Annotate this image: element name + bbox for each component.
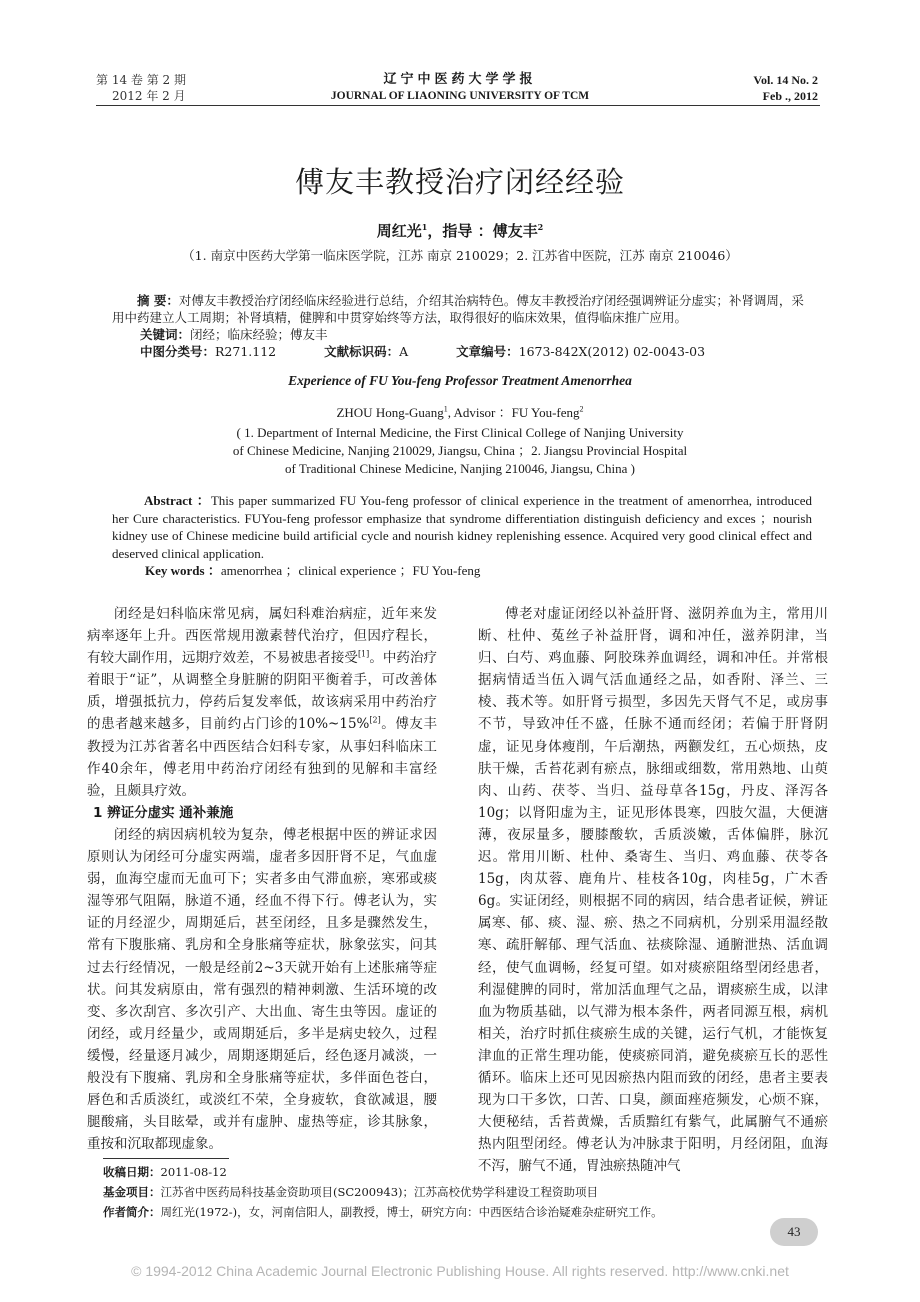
- intro-text-2: 。中药治疗着眼于“证”，从调整全身脏腑的阴阳平衡着手，可改善体质，增强抵抗力，停药后复发率低，故该病采用中药治疗的患者越来越多，目前约占门诊的10%~15%: [87, 650, 438, 733]
- ref-2: [2]: [369, 715, 381, 725]
- intro-text-1: 闭经是妇科临床常见病，属妇科难治病症，近年来发病率逐年上升。西医常规用激素替代治疗，但因疗程长，有较大副作用，远期疗效差，不易被患者接受: [87, 606, 437, 667]
- affiliation-en-line-2: of Chinese Medicine, Nanjing 210029, Jiangsu, China ；2. Jiangsu Provincial Hospital: [232, 443, 688, 458]
- intro-paragraph: [87, 603, 437, 802]
- section-1-continued-paragraph: 傅老对虚证闭经以补益肝肾、滋阴养血为主，常用川断、杜仲、菟丝子补益肝肾，调和冲任，滋养阴津，当归、白芍、鸡血藤、阿胶珠养血调经，调和冲任。并常根据病情适当伍入调气活血通经之品，如香附、泽兰、三棱、莪术等。如肝肾亏损型，多因先天肾气不足，或房事不节，导致冲任不盛，任脉不通而经闭；若偏于肝肾阴虚，证见身体瘦削，午后潮热，两颧发红，五心烦热，皮肤干燥，舌苔花剥有瘀点，脉细或细数，常用熟地、山萸肉、山药、茯苓、当归、益母草各15g，丹皮、泽泻各10g；以肾阳虚为主，证见形体畏寒，四肢欠温，大便溏薄，夜尿量多，腰膝酸软，舌质淡嫩，舌体偏胖，脉沉迟。常用川断、杜仲、桑寄生、当归、鸡血藤、茯苓各15g，肉苁蓉、鹿角片、桂枝各10g，肉桂5g，广木香6g。实证闭经，则根据不同的病因，结合患者证候，辨证属寒、郁、痰、湿、瘀、热之不同病机，分别采用温经散寒、疏肝解郁、理气活血、祛痰除湿、通腑泄热、活血调经，使气血调畅，经复可望。如对痰瘀阻络型闭经患者，利湿健脾的同时，常加活血理气之品，谓痰瘀生成，以津血为物质基础，以气滞为根本条件，两者同源互根，病机相关，治疗时抓住痰瘀生成的关键，运行气机，才能恢复津血的正常生理功能，使痰瘀同消，避免痰瘀互长的恶性循环。临床上还可见因瘀热内阻而致的闭经，患者主要表现为口干多饮，口苦、口臭，颜面痤疮频发，心烦不寐，大便秘结，舌苔黄燥，舌质黯红有紫气，此属腑气不通瘀热内阻型闭经。傅老认为冲脉隶于阳明，月经闭阻，血海不泻，腑气不通，胃浊瘀热随冲气: [478, 606, 828, 1175]
- journal-name-cn: 辽宁中医药大学学报: [383, 72, 537, 87]
- abstract-cn: [112, 292, 812, 343]
- header-divider: [96, 105, 820, 106]
- author-en-1-sup: 1: [443, 404, 448, 414]
- keywords-en: [145, 562, 480, 580]
- doc-code-label: 文献标识码：: [324, 344, 400, 359]
- abstract-en: [112, 492, 812, 562]
- advisor-en: , Advisor ：FU You-feng: [447, 405, 580, 420]
- body-column-left: [87, 603, 437, 1155]
- fund-label: 基金项目：: [103, 1185, 161, 1199]
- date-en: Feb ., 2012: [762, 89, 818, 103]
- author-bio-value: 周红光(1972-)，女，河南信阳人，副教授，博士，研究方向：中西医结合诊治疑难杂症研究工作。: [160, 1205, 663, 1219]
- author-bio-label: 作者简介：: [103, 1205, 161, 1219]
- classification-row: [140, 343, 820, 360]
- received-date: [103, 1162, 823, 1182]
- keywords-en-label: Key words ：: [145, 563, 221, 578]
- abstract-en-text: This paper summarized FU You-feng professor of clinical experience in the treatment of amenorrhea, introduced her Cure characteristics. FUYou-feng professor emphasize that syndrome differentiation distinguish deficiency and exces ；nourish kidney use of Chinese medicine build artificial cycle and nourish kidney replenishing essence. Acquired very good clinical effect and deserved clinical application.: [112, 493, 812, 561]
- keywords-cn: [112, 326, 812, 343]
- body-column-right: [478, 603, 828, 1177]
- received-label: 收稿日期：: [103, 1165, 161, 1179]
- author-1-sup: 1: [421, 222, 428, 232]
- volume-issue-cn: 第 14 卷 第 2 期: [96, 73, 186, 87]
- abstract-cn-text: 对傅友丰教授治疗闭经临床经验进行总结，介绍其治病特色。傅友丰教授治疗闭经强调辨证分虚实；补肾调周，采用中药建立人工周期；补肾填精，健脾和中贯穿始终等方法，取得很好的临床效果，值得临床推广应用。: [112, 293, 804, 325]
- doc-code-value: A: [399, 344, 409, 359]
- author-2-sup: 2: [537, 222, 544, 232]
- affiliation-en-line-3: of Traditional Chinese Medicine, Nanjing 210046, Jiangsu, China ): [285, 461, 635, 476]
- page-number-badge: 43: [770, 1218, 818, 1246]
- keywords-cn-label: 关键词：: [140, 327, 191, 342]
- author-en-2-sup: 2: [579, 404, 584, 414]
- abstract-en-label: Abstract ：: [144, 493, 211, 508]
- authors-cn: [0, 220, 920, 242]
- author-2-name: 傅友丰: [492, 222, 538, 240]
- affiliation-en-line-1: ( 1. Department of Internal Medicine, the First Clinical College of Nanjing University: [236, 425, 684, 440]
- article-title-cn: 傅友丰教授治疗闭经经验: [294, 165, 625, 199]
- fund-value: 江苏省中医药局科技基金资助项目(SC200943)；江苏高校优势学科建设工程资助项目: [160, 1185, 599, 1199]
- date-cn: 2012 年 2 月: [112, 89, 186, 103]
- authors-en: [0, 404, 920, 422]
- affiliation-cn: （1. 南京中医药大学第一临床医学院，江苏 南京 210029；2. 江苏省中医院，江苏 南京 210046）: [182, 248, 738, 263]
- keywords-cn-text: 闭经；临床经验；傅友丰: [190, 327, 328, 342]
- advisor-separator: ，指导 ：: [427, 222, 493, 240]
- article-title-en: Experience of FU You-feng Professor Treatment Amenorrhea: [288, 373, 632, 388]
- keywords-en-text: amenorrhea ；clinical experience ；FU You-feng: [220, 563, 481, 578]
- header-volume-en: [753, 72, 818, 104]
- affiliation-en: [0, 424, 920, 478]
- article-no-value: 1673-842X(2012) 02-0043-03: [518, 344, 706, 359]
- abstract-cn-body: [112, 292, 812, 326]
- ref-1: [1]: [357, 649, 370, 659]
- footnotes: [103, 1162, 823, 1222]
- abstract-cn-label: 摘 要：: [137, 293, 179, 308]
- cls-label: 中图分类号：: [140, 344, 216, 359]
- section-1-heading: 1 辨证分虚实 通补兼施: [93, 804, 234, 821]
- cls-value: R271.112: [215, 344, 277, 359]
- fund-project: [103, 1182, 823, 1202]
- copyright-notice: © 1994-2012 China Academic Journal Electronic Publishing House. All rights reserved. http://www.cnki.net: [131, 1263, 789, 1279]
- journal-name-en: JOURNAL OF LIAONING UNIVERSITY OF TCM: [330, 90, 590, 102]
- author-bio: [103, 1202, 823, 1222]
- received-value: 2011-08-12: [160, 1165, 227, 1179]
- intro-text-3: 。傅友丰教授为江苏省著名中西医结合妇科专家，从事妇科临床工作40余年，傅老用中药治疗闭经有独到的见解和丰富经验，且颇具疗效。: [87, 716, 437, 799]
- section-1-paragraph: 闭经的病因病机较为复杂，傅老根据中医的辨证求因原则认为闭经可分虚实两端，虚者多因肝肾不足，气血虚弱，血海空虚而无血可下；实者多由气滞血瘀，寒邪或痰湿等邪气阻隔，脉道不通，经血不得下行。傅老认为，实证的月经涩少，周期延后，甚至闭经，且多是骤然发生，常有下腹胀痛、乳房和全身胀痛等症状，脉象弦实，问其过去行经情况，一般是经前2~3天就开始有上述胀痛等症状。问其发病原由，常有强烈的精神刺激、生活环境的改变、多次刮宫、多次引产、大出血、寄生虫等因。虚证的闭经，或月经量少，或周期延后，多半是病史较久，过程缓慢，经量逐月减少，周期逐期延后，经色逐月减淡，一般没有下腹痛、乳房和全身胀痛等症状，多伴面色苍白，唇色和舌质淡红，或淡红不荣，全身疲软，食欲减退，腰腿酸痛，头目眩晕，或并有虚肿、虚热等症，诊其脉象，重按和沉取都现虚象。: [87, 826, 437, 1153]
- article-no-label: 文章编号：: [456, 344, 519, 359]
- footnote-divider: [103, 1158, 229, 1159]
- author-1-name: 周红光: [376, 222, 422, 240]
- volume-issue-en: Vol. 14 No. 2: [753, 73, 818, 87]
- author-en-1: ZHOU Hong-Guang: [336, 405, 444, 420]
